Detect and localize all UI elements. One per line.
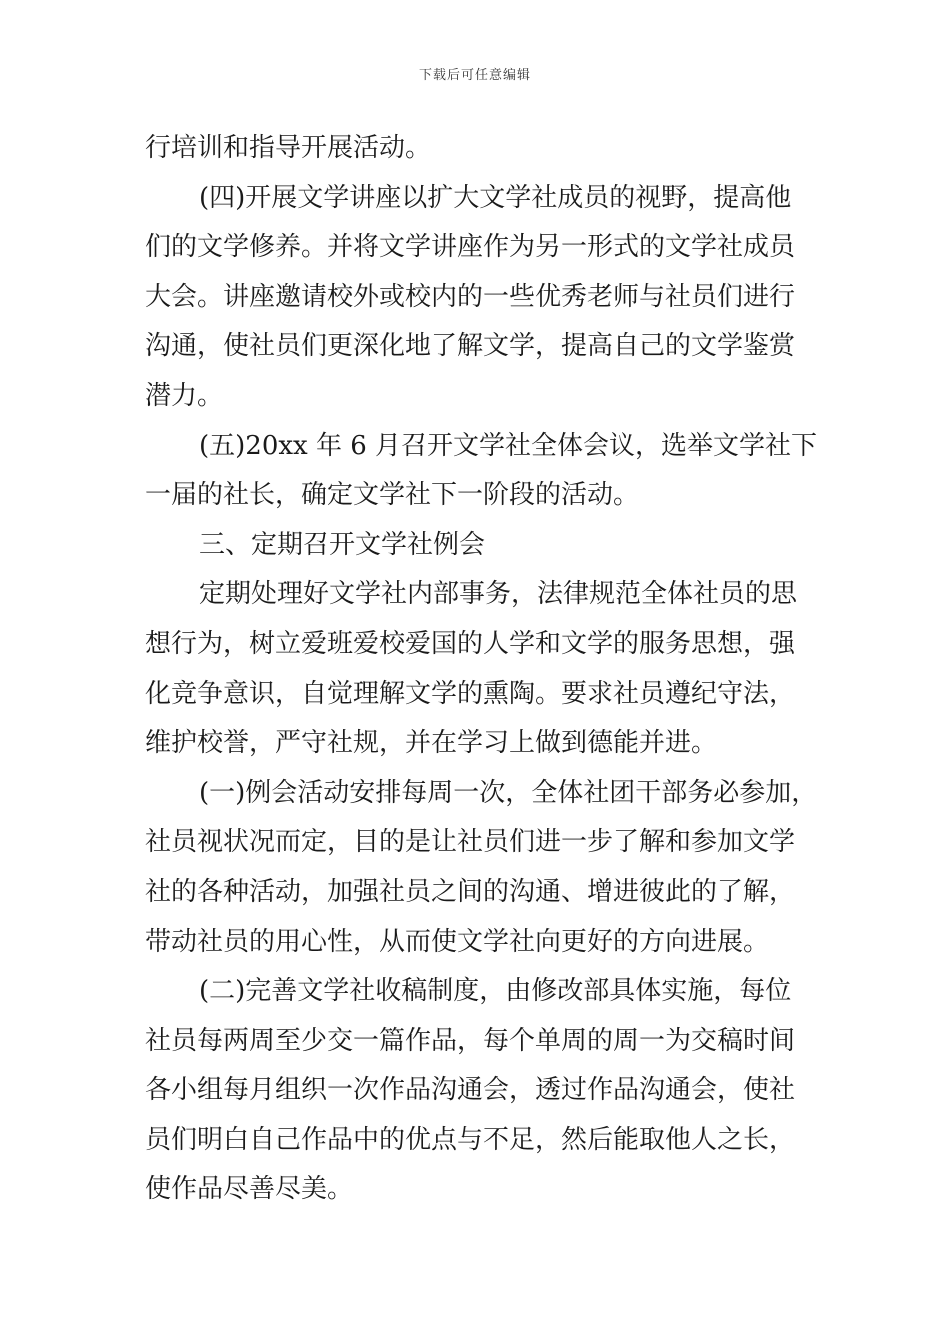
text-line: 沟通，使社员们更深化地了解文学，提高自己的文学鉴赏: [145, 331, 796, 362]
text-line: 社员视状况而定，目的是让社员们进一步了解和参加文学: [145, 827, 796, 858]
text-line: 维护校誉，严守社规，并在学习上做到德能并进。: [145, 728, 718, 759]
text-line: 行培训和指导开展活动。: [145, 133, 432, 163]
text-line: 一届的社长，确定文学社下一阶段的活动。: [145, 480, 640, 511]
text-line: 社员每两周至少交一篇作品，每个单周的周一为交稿时间: [145, 1025, 796, 1056]
text-line: (一)例会活动安排每周一次，全体社团干部务必参加，: [199, 777, 818, 808]
page-header: 下载后可任意编辑: [418, 68, 531, 83]
text-line: 员们明白自己作品中的优点与不足，然后能取他人之长，: [145, 1124, 796, 1155]
text-line: (五)20xx 年 6 月召开文学社全体会议，选举文学社下: [199, 430, 818, 461]
text-line: 各小组每月组织一次作品沟通会，透过作品沟通会，使社: [145, 1075, 796, 1106]
text-line: 社的各种活动，加强社员之间的沟通、增进彼此的了解，: [145, 876, 796, 907]
text-line: 大会。讲座邀请校外或校内的一些优秀老师与社员们进行: [145, 281, 796, 312]
text-line: 想行为，树立爱班爱校爱国的人学和文学的服务思想，强: [145, 628, 796, 659]
text-line: (二)完善文学社收稿制度，由修改部具体实施，每位: [199, 976, 792, 1007]
text-line: 化竞争意识，自觉理解文学的熏陶。要求社员遵纪守法，: [145, 678, 796, 709]
text-line: 使作品尽善尽美。: [145, 1174, 354, 1205]
text-line: 定期处理好文学社内部事务，法律规范全体社员的思: [199, 579, 798, 610]
text-line: 带动社员的用心性，从而使文学社向更好的方向进展。: [145, 926, 770, 957]
text-line: 们的文学修养。并将文学讲座作为另一形式的文学社成员: [145, 232, 796, 263]
text-line: 三、定期召开文学社例会: [199, 529, 486, 560]
text-line: 潜力。: [145, 380, 224, 411]
text-line: (四)开展文学讲座以扩大文学社成员的视野，提高他: [199, 182, 792, 213]
document-body: [145, 124, 818, 1215]
